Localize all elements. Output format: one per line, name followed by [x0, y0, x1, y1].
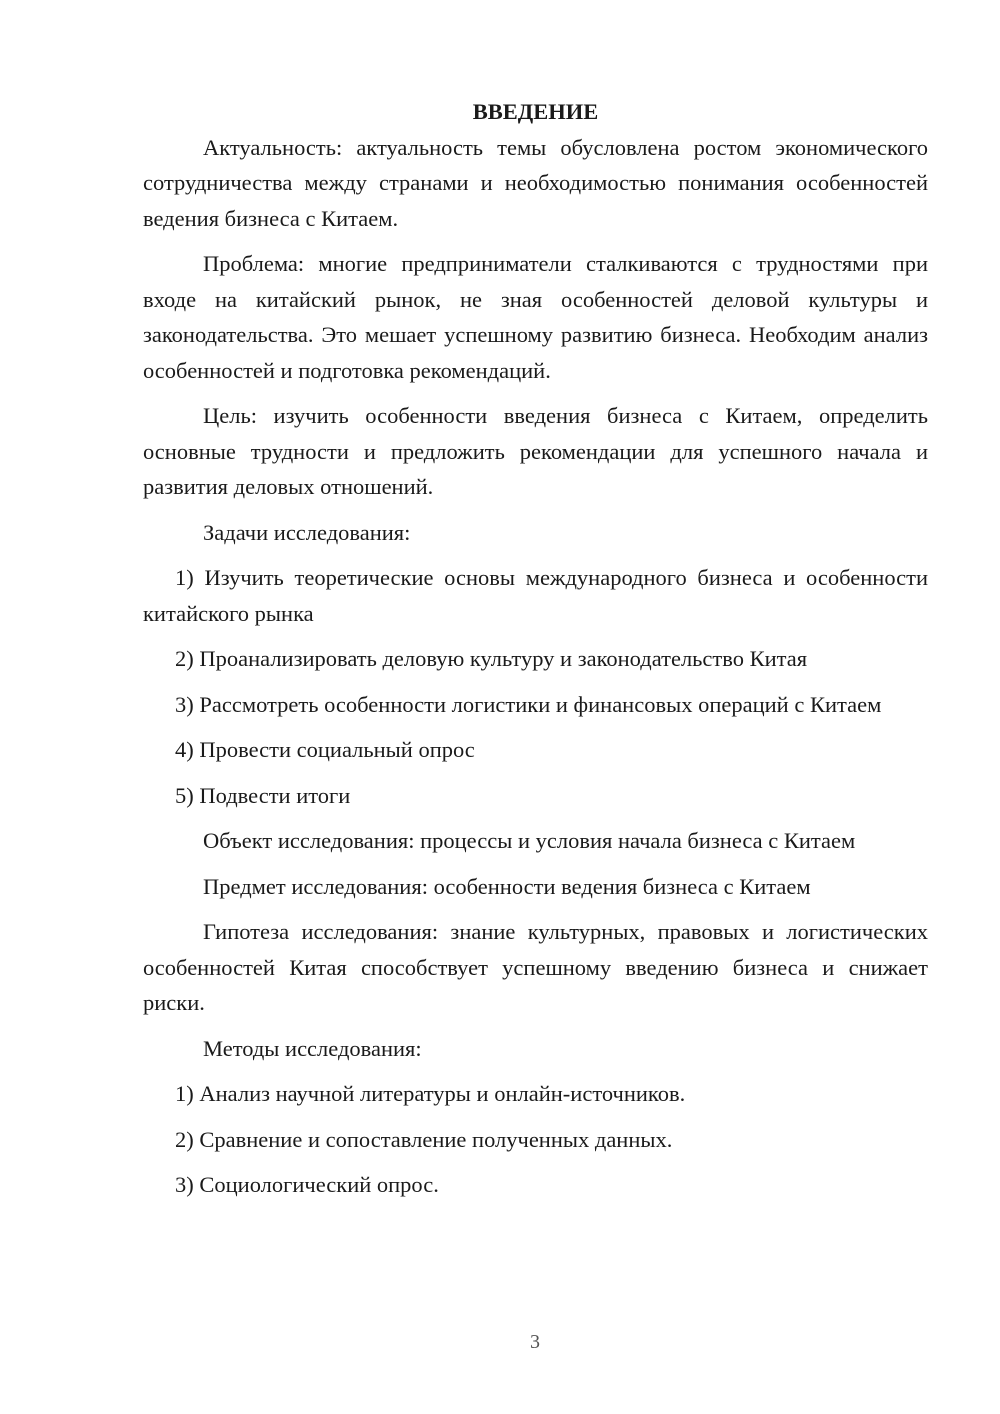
- object-paragraph: Объект исследования: процессы и условия начала бизнеса с Китаем: [203, 828, 856, 853]
- task-item-1: 1) Изучить теоретические основы международного бизнеса и особенности китайского рынка: [143, 565, 928, 626]
- page-number: 3: [530, 1331, 540, 1353]
- method-item-1: 1) Анализ научной литературы и онлайн-источников.: [175, 1081, 686, 1106]
- task-item-4: 4) Провести социальный опрос: [175, 737, 475, 762]
- task-item-3: 3) Рассмотреть особенности логистики и финансовых операций с Китаем: [175, 691, 882, 717]
- task-item-5: 5) Подвести итоги: [175, 782, 351, 808]
- method-item-3: 3) Социологический опрос.: [175, 1172, 439, 1197]
- goal-paragraph: Цель: изучить особенности введения бизнеса с Китаем, определить основные трудности и предложить рекомендации для успешного начала и развития деловых отношений.: [143, 403, 928, 499]
- page-title: ВВЕДЕНИЕ: [472, 99, 599, 124]
- method-item-2: 2) Сравнение и сопоставление полученных данных.: [175, 1126, 673, 1152]
- methods-heading: Методы исследования:: [203, 1035, 422, 1061]
- problem-paragraph: Проблема: многие предприниматели сталкиваются с трудностями при входе на китайский рынок, не зная особенностей деловой культуры и законодательства. Это мешает успешному развитию бизнеса. Необходим анализ особенностей и подготовка рекомендаций.: [143, 251, 928, 383]
- subject-paragraph: Предмет исследования: особенности ведения бизнеса с Китаем: [203, 873, 811, 899]
- hypothesis-paragraph: Гипотеза исследования: знание культурных, правовых и логистических особенностей Китая способствует успешному введению бизнеса и снижает риски.: [143, 919, 928, 1015]
- page-content: [143, 94, 928, 1203]
- relevance-paragraph: Актуальность: актуальность темы обусловлена ростом экономического сотрудничества между странами и необходимостью понимания особенностей ведения бизнеса с Китаем.: [143, 134, 928, 231]
- task-item-2: 2) Проанализировать деловую культуру и законодательство Китая: [175, 646, 808, 671]
- tasks-heading: Задачи исследования:: [203, 519, 411, 545]
